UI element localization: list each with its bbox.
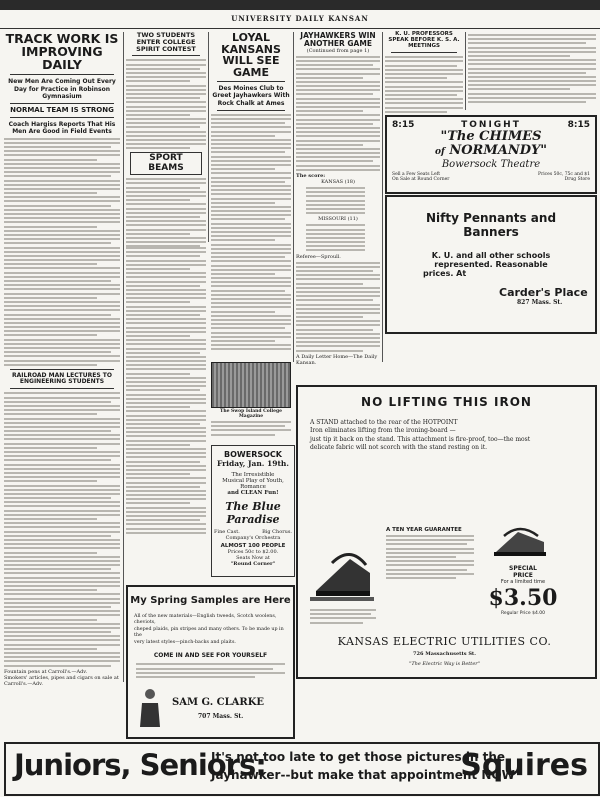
iron-illustration	[310, 543, 376, 603]
tailor-name: SAM G. CLARKE	[172, 697, 265, 708]
column-divider	[465, 32, 466, 110]
subhead-normal-team: NORMAL TEAM IS STRONG	[10, 105, 114, 114]
iron-lead-line: just tip it back on the stand. This attachment is fire-proof, too—the most	[310, 435, 531, 443]
price-note: Drug Store	[564, 176, 590, 182]
seats-line: Seats Now at	[236, 555, 270, 561]
store-address: 827 Mass. St.	[517, 299, 563, 306]
special-duration: For a limited time	[500, 579, 546, 585]
sam-clarke-tailor-ad	[126, 585, 295, 739]
seat-note: On Sale at Round Corner	[392, 176, 450, 182]
utility-address: 726 Massachusetts St.	[413, 651, 476, 657]
column-2-lower	[126, 245, 206, 580]
clarke-body-line: cheped plaids, pin stripes and many others. To be made up in the	[134, 626, 284, 639]
column-divider	[293, 32, 294, 362]
cast-item: Big Chorus.	[262, 529, 292, 535]
ad-note-daily-letter: A Daily Letter Home—The Daily Kansan.	[296, 353, 378, 366]
promo-line: The Irresistible	[231, 472, 275, 478]
special-label-line: PRICE	[513, 572, 533, 579]
pennants-headline: Banners	[463, 225, 519, 239]
bowersock-blue-paradise-ad	[211, 445, 295, 577]
headline-professors-speak: K. U. PROFESSORS SPEAK BEFORE K. S. A. MEETINGS	[388, 31, 460, 49]
score-referee: Referee—Sproull.	[296, 253, 341, 260]
clarke-body-line: All of the new materials—English tweeds, Scotch woolens, cheviots,	[134, 614, 277, 626]
headline-jayhawkers-win: JAYHAWKERS WIN ANOTHER GAME	[300, 31, 376, 48]
campus-building-photo	[211, 362, 291, 408]
iron-lead-line: Iron eliminates lifting from the ironing-board —	[310, 427, 456, 435]
tailor-address: 707 Mass. St.	[198, 713, 244, 720]
deck-track-work: New Men Are Coming Out Every Day for Practice in Robinson Gymnasium	[8, 78, 116, 100]
column-6	[468, 32, 596, 110]
article-body	[296, 56, 380, 171]
ticket-prices: Prices 50c to $2.00.	[227, 549, 279, 555]
utility-slogan: "The Electric Way is Better"	[409, 661, 480, 667]
headline-track-work: TRACK WORK IS IMPROVING DAILY	[5, 31, 119, 73]
utility-company-name: KANSAS ELECTRIC UTILITIES CO.	[337, 635, 552, 648]
cast-item: Fine Cast.	[214, 529, 240, 535]
seats-location: "Round Corner"	[230, 561, 276, 567]
promo-line: Musical Play of Youth,	[222, 478, 284, 484]
theatre-name: Bowersock Theatre	[441, 158, 541, 170]
store-name: Carder's Place	[499, 286, 588, 299]
photo-caption: The Swop Island College Magazine	[219, 409, 282, 419]
squires-body-line: Jayhawker--but make that appointment NOW	[211, 768, 515, 782]
deck-loyal-kansans: Des Moines Club to Greet Jayhawkers With Rock Chalk at Ames	[212, 85, 290, 107]
special-price-value: $3.50	[488, 585, 558, 611]
column-2	[126, 32, 206, 237]
clarke-body-line: very latest styles—pinch-backs and plaits.	[134, 639, 236, 645]
pennants-body: represented. Reasonable	[434, 260, 548, 269]
people-count: ALMOST 100 PEOPLE	[220, 543, 286, 549]
title-the: "The	[440, 129, 475, 144]
squires-brand: Squires	[460, 748, 588, 783]
article-body	[4, 392, 120, 666]
title-normandy: NORMANDY"	[449, 143, 548, 159]
iron-lead	[310, 419, 583, 453]
score-team-missouri: MISSOURI (11)	[318, 216, 358, 223]
seat-note: Sell a Few Seats Left	[392, 171, 441, 177]
price-note: Prices 50c, 75c and $1	[538, 171, 590, 177]
special-label-line: SPECIAL	[509, 565, 537, 572]
promo-line: and CLEAN Fun!	[227, 490, 279, 496]
clarke-headline: My Spring Samples are Here	[130, 595, 291, 606]
show-date: Friday, Jan. 19th.	[216, 459, 289, 468]
squires-body-line: It's not too late to get those pictures in the	[211, 750, 506, 764]
clarke-cta: COME IN AND SEE FOR YOURSELF	[153, 652, 268, 660]
article-body	[126, 247, 206, 534]
title-of: of	[434, 147, 445, 158]
carders-place-pennants-ad	[385, 195, 597, 334]
photo-block	[211, 362, 291, 434]
hotpoint-iron-ad	[296, 385, 597, 679]
clarke-body	[134, 614, 287, 646]
show-title-line	[387, 144, 595, 158]
show-time: 8:15	[567, 120, 590, 130]
pennants-headline: Nifty Pennants and	[425, 211, 557, 225]
show-title-line	[387, 130, 595, 144]
promo-line: Romance	[240, 484, 266, 490]
show-time: 8:15	[392, 120, 415, 130]
squires-headline: Juniors, Seniors:	[14, 748, 266, 782]
iron-headline: NO LIFTING THIS IRON	[361, 395, 532, 409]
section-heading-sport-beams: SPORT BEAMS	[130, 152, 202, 175]
pennants-body: prices. At	[423, 269, 467, 278]
column-5	[385, 32, 463, 110]
column-divider	[123, 32, 124, 682]
article-body	[468, 34, 596, 103]
theatre-name: BOWERSOCK	[224, 450, 282, 459]
iron-lead-line: delicate fabric will not scorch with the stand resting on it.	[310, 444, 488, 452]
article-body	[4, 138, 120, 366]
column-4	[296, 31, 380, 366]
ad-footer-row	[392, 177, 590, 182]
ad-note-smokers: Smokers' articles, pipes and cigars on sale at Carroll's.—Adv.	[4, 674, 119, 687]
chimes-of-normandy-ad	[385, 115, 597, 194]
squires-photography-ad	[4, 742, 600, 796]
show-title: The Blue Paradise	[225, 500, 281, 526]
subhead-railroad-man: RAILROAD MAN LECTURES TO ENGINEERING STUDENTS	[12, 371, 112, 386]
pennants-body: K. U. and all other schools	[431, 251, 551, 260]
article-body	[296, 262, 380, 352]
article-body	[211, 114, 291, 351]
headline-loyal-kansans: LOYAL KANSANS WILL SEE GAME	[221, 31, 281, 79]
guarantee-heading: A TEN YEAR GUARANTEE	[386, 527, 462, 533]
continued-note: (Continued from page 1)	[306, 47, 370, 54]
article-body	[385, 56, 463, 112]
tonight-label: TONIGHT	[461, 120, 521, 130]
article-body	[126, 178, 206, 247]
tailor-figure-illustration	[136, 687, 164, 727]
score-title: The score:	[296, 173, 326, 179]
page-top-border	[0, 0, 600, 10]
special-price-label	[478, 565, 568, 616]
column-divider	[208, 32, 209, 242]
running-head	[0, 14, 600, 29]
score-team-kansas: KANSAS (18)	[321, 179, 355, 185]
newspaper-name: UNIVERSITY DAILY KANSAN	[231, 14, 369, 23]
column-3	[211, 32, 291, 362]
column-1	[4, 32, 120, 737]
headline-college-spirit: TWO STUDENTS ENTER COLLEGE SPIRIT CONTEST	[136, 31, 196, 53]
deck-normal-team: Coach Hargiss Reports That His Men Are Good in Field Events	[8, 121, 116, 136]
column-divider	[382, 32, 383, 362]
regular-price: Regular Price $4.00	[501, 611, 545, 616]
cast-item: Company's Orchestra	[225, 535, 281, 541]
ad-note-fountain-pens: Fountain pens at Carroll's.—Adv.	[4, 668, 88, 675]
guarantee-block	[386, 527, 474, 581]
title-chimes: CHIMES	[479, 129, 542, 144]
iron-lead-line: A STAND attached to the rear of the HOTPOINT	[310, 419, 458, 426]
article-body	[126, 59, 206, 149]
iron-on-stand-illustration	[490, 522, 550, 562]
